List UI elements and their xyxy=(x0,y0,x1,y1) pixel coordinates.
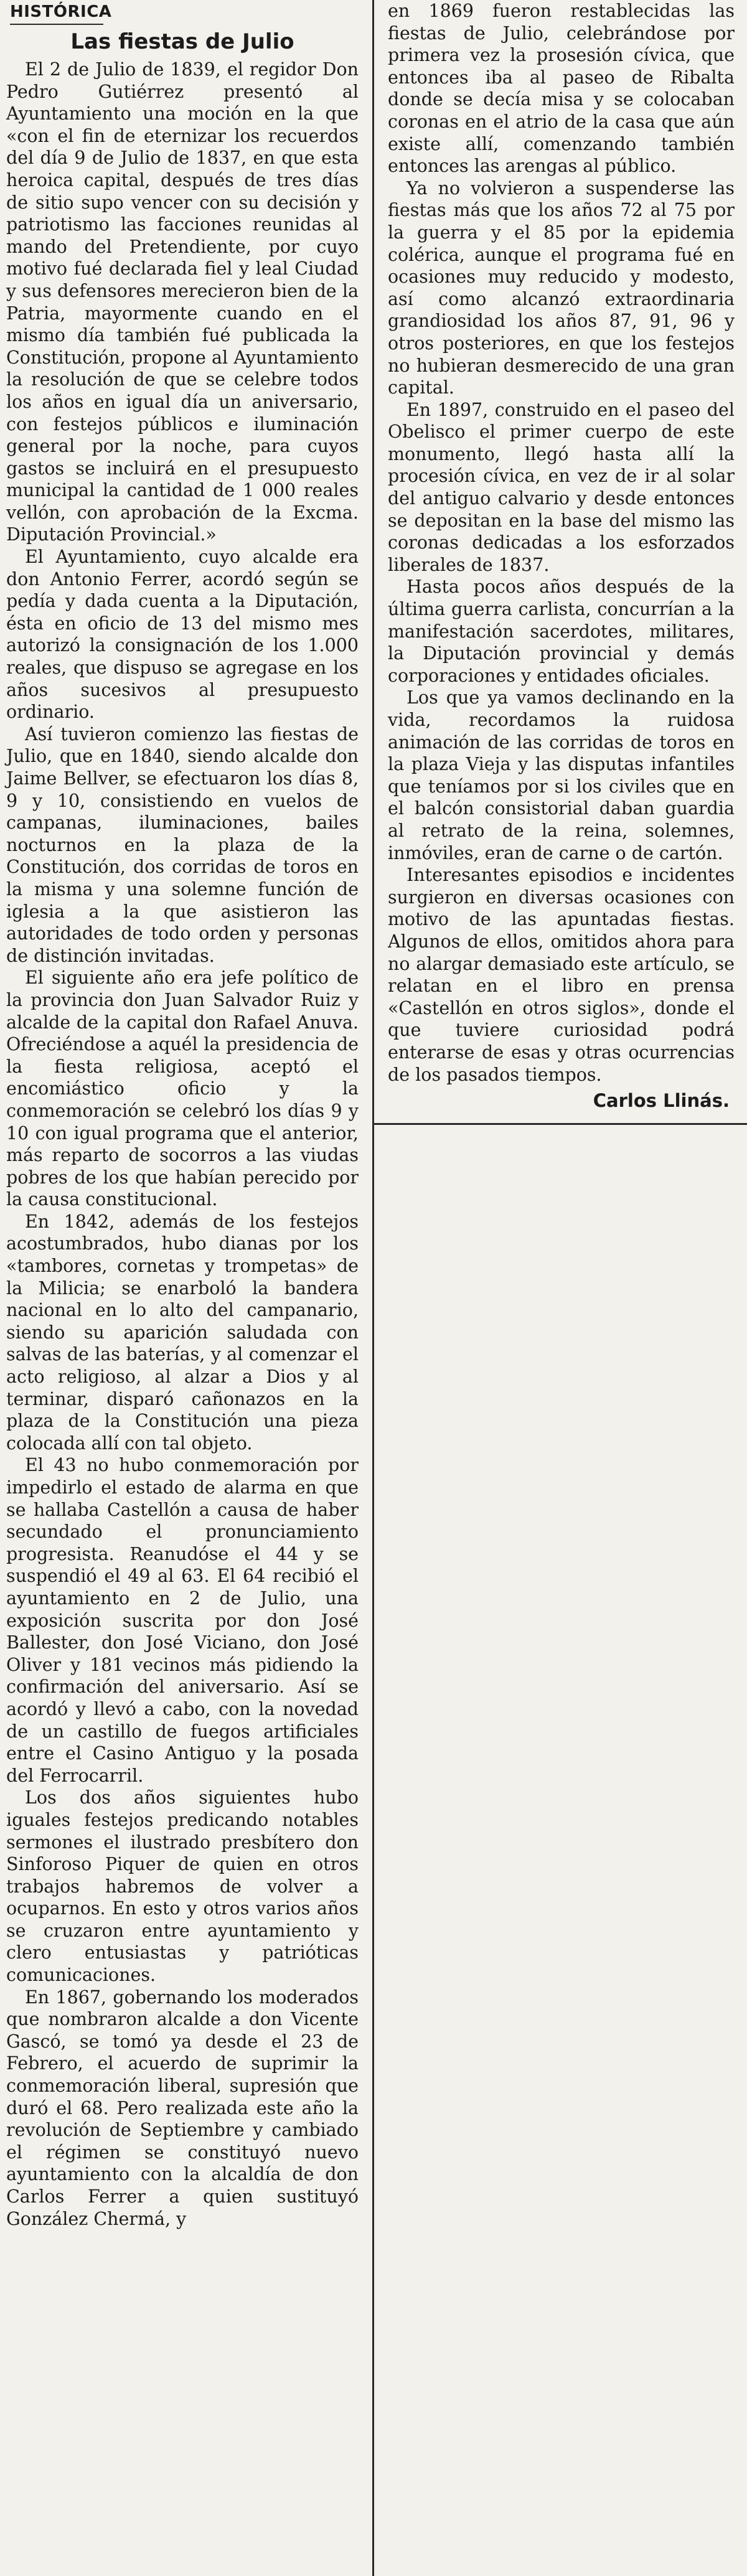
section-underline xyxy=(10,24,103,25)
left-column xyxy=(0,0,372,2576)
section-label: HISTÓRICA xyxy=(10,2,112,21)
paragraph: Así tuvieron comienzo las fiestas de Julio, que en 1840, siendo alcalde don Jaime Bellver, se efectuaron los días 8, 9 y 10, consistiendo en vuelos de campanas, iluminaciones, bailes nocturnos en la plaza de la Constitución, dos corridas de toros en la misma y una solemne función de iglesia a la que asistieron las autoridades de todo orden y personas de distinción invitadas. xyxy=(6,723,359,966)
article-title: Las fiestas de Julio xyxy=(70,29,294,54)
paragraph: El 43 no hubo conmemoración por impedirlo el estado de alarma en que se hallaba Castellón a causa de haber secundado el pronunciamiento progresista. Reanudóse el 44 y se suspendió el 49 al 63. El 64 recibió el ayuntamiento en 2 de Julio, una exposición suscrita por don José Ballester, don José Viciano, don José Oliver y 181 vecinos más pidiendo la confirmación del aniversario. Así se acordó y llevó a cabo, con la novedad de un castillo de fuegos artificiales entre el Casino Antiguo y la posada del Ferrocarril. xyxy=(6,1455,359,1786)
paragraph: Interesantes episodios e incidentes surgieron en diversas ocasiones con motivo de las apuntadas fiestas. Algunos de ellos, omitidos ahora para no alargar demasiado este artículo, se relatan en el libro en prensa «Castellón en otros siglos», donde el que tuviere curiosidad podrá enterarse de esas y otras ocurrencias de los pasados tiempos. xyxy=(388,865,735,1085)
article-end-rule xyxy=(374,1123,747,1125)
paragraph: Ya no volvieron a suspenderse las fiestas más que los años 72 al 75 por la guerra y el 85 por la epidemia colérica, aunque el programa fué en ocasiones muy reducido y modesto, así como alcanzó extraordinaria grandiosidad los años 87, 91, 96 y otros posteriores, en que los festejos no hubieran desmerecido de una gran capital. xyxy=(388,177,735,398)
paragraph: El siguiente año era jefe político de la provincia don Juan Salvador Ruiz y alcalde de la capital don Rafael Anuva. Ofreciéndose a aquél la presidencia de la fiesta religiosa, aceptó el encomiástico oficio y la conmemoración se celebró los días 9 y 10 con igual programa que el anterior, más reparto de socorros a las viudas pobres de los que habían perecido por la causa constitucional. xyxy=(6,967,359,1210)
paragraph-continued: en 1869 fueron restablecidas las fiestas de Julio, celebrándose por primera vez la prosesión cívica, que entonces iba al paseo de Ribalta donde se decía misa y se colocaban coronas en el atrio de la casa que aún existe allí, comenzando también entonces las arengas al público. xyxy=(388,1,735,177)
paragraph: Hasta pocos años después de la última guerra carlista, concurrían a la manifestación sacerdotes, militares, la Diputación provincial y demás corporaciones y entidades oficiales. xyxy=(388,576,735,686)
paragraph: En 1897, construido en el paseo del Obelisco el primer cuerpo de este monumento, llegó hasta allí la procesión cívica, en vez de ir al solar del antiguo calvario y desde entonces se depositan en la base del mismo las coronas dedicadas a los esforzados liberales de 1837. xyxy=(388,399,735,575)
paragraph: Los dos años siguientes hubo iguales festejos predicando notables sermones el ilustrado presbítero don Sinforoso Piquer de quien en otros trabajos habremos de volver a ocuparnos. En esto y otros varios años se cruzaron entre ayuntamiento y clero entusiastas y patrióticas comunicaciones. xyxy=(6,1787,359,1986)
paragraph: El Ayuntamiento, cuyo alcalde era don Antonio Ferrer, acordó según se pedía y dada cuenta a la Diputación, ésta en oficio de 13 del mismo mes autorizó la consignación de los 1.000 reales, que dispuso se agregase en los años sucesivos al presupuesto ordinario. xyxy=(6,547,359,723)
paragraph: En 1842, además de los festejos acostumbrados, hubo dianas por los «tambores, cornetas y trompetas» de la Milicia; se enarboló la bandera nacional en lo alto del campanario, siendo su aparición saludada con salvas de las baterías, y al comenzar el acto religioso, al alzar a Dios y al terminar, disparó cañonazos en la plaza de la Constitución una pieza colocada allí con tal objeto. xyxy=(6,1211,359,1454)
author-signature: Carlos Llinás. xyxy=(593,1090,730,1112)
right-column xyxy=(372,0,743,2576)
paragraph: El 2 de Julio de 1839, el regidor Don Pedro Gutiérrez presentó al Ayuntamiento una moción en la que «con el fin de eternizar los recuerdos del día 9 de Julio de 1837, en que esta heroica capital, después de tres días de sitio supo vencer con su decisión y patriotismo las facciones reunidas al mando del Pretendiente, por cuyo motivo fué declarada fiel y leal Ciudad y sus defensores merecieron bien de la Patria, mayormente cuando en el mismo día también fué publicada la Constitución, propone al Ayuntamiento la resolución de que se celebre todos los años en igual día un aniversario, con festejos públicos e iluminación general por la noche, para cuyos gastos se incluirá en el presupuesto municipal la cantidad de 1 000 reales vellón, con aprobación de la Excma. Diputación Provincial.» xyxy=(6,59,359,545)
paragraph: Los que ya vamos declinando en la vida, recordamos la ruidosa animación de las corridas de toros en la plaza Vieja y las disputas infantiles que teníamos por si los civiles que en el balcón consistorial daban guardia al retrato de la reina, solemnes, inmóviles, eran de carne o de cartón. xyxy=(388,687,735,863)
paragraph: En 1867, gobernando los moderados que nombraron alcalde a don Vicente Gascó, se tomó ya desde el 23 de Febrero, el acuerdo de suprimir la conmemoración liberal, supresión que duró el 68. Pero realizada este año la revolución de Septiembre y cambiado el régimen se constituyó nuevo ayuntamiento con la alcaldía de don Carlos Ferrer a quien sustituyó González Chermá, y xyxy=(6,1986,359,2229)
